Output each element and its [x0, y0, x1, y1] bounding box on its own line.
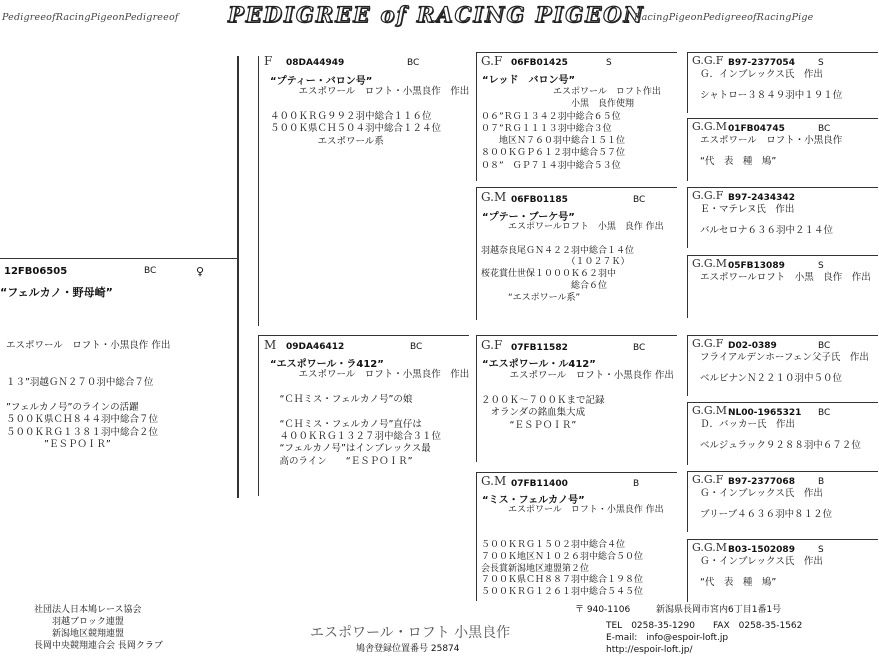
header-left-text: PedigreeofRacingPigeonPedigreeof [2, 12, 179, 23]
footer-reg: 鳩舎登録位置番号 25874 [356, 644, 460, 654]
ggp-line2: ブリーブ４６３６羽中８１２位 [700, 509, 833, 520]
subject-ring: 12FB06505 [4, 266, 68, 277]
sire-tag: F [264, 54, 273, 68]
gsire-s-ring: 06FB01425 [511, 58, 568, 68]
gsire-d-tag: G.F [481, 338, 503, 352]
page-title: PEDIGREE of RACING PIGEON [228, 2, 645, 27]
gdam-s-ring: 06FB01185 [511, 195, 568, 205]
footer-address: 新潟県長岡市宮内6丁目1番1号 [656, 605, 782, 615]
gsire-s-tag: G.F [481, 54, 503, 68]
ggp-color: BC [818, 408, 831, 418]
gdam-d-tag: G.M [481, 474, 507, 488]
dam-name: “エスポワール・ラ412” [270, 359, 384, 370]
gdam-s-color: BC [633, 195, 646, 205]
gsire-s-color: S [606, 58, 612, 68]
footer-postal: 〒 940-1106 [575, 605, 631, 615]
sire-color: BC [407, 58, 420, 68]
ggp-line2: “代 表 種 鳩” [700, 156, 777, 167]
ggp-color: S [818, 261, 824, 271]
subject-line [0, 258, 237, 259]
ggp-tag: G.G.M [692, 257, 728, 270]
ggp-ring: B03-1502089 [728, 545, 795, 555]
dam-tag: M [264, 338, 277, 352]
ggp-line1: Ｇ・インブレックス氏 作出 [700, 556, 823, 567]
ggp-tag: G.G.F [692, 473, 724, 486]
dam-color: BC [410, 342, 423, 352]
dam-ring: 09DA46412 [286, 342, 345, 352]
sire-name: “プティー・バロン号” [270, 76, 373, 87]
ggp-line2: ベルジュラック９２８８羽中６７２位 [700, 440, 861, 451]
subject-color: BC [144, 266, 157, 276]
ggp-tag: G.G.F [692, 189, 724, 202]
gsire-s-name: “レッド バロン号” [482, 75, 576, 86]
subject-bracket [237, 56, 239, 498]
subject-text: エスポワール ロフト・小黒良作 作出 １３”羽越ＧＮ２７０羽中総合７位 ”フェルカノ号”のラインの活躍 ５００Ｋ県ＣＨ８４４羽中総合７位 ５００ＫＲＧ１３８１羽中総合２位 ”ＥＳＰＯＩＲ” [6, 340, 171, 451]
gdam-s-tag: G.M [481, 190, 507, 204]
ggp-tag: G.G.F [692, 337, 724, 350]
subject-name: “フェルカノ・野母崎” [0, 286, 113, 299]
ggp-tag: G.G.M [692, 404, 728, 417]
gdam-d-name: “ミス・フェルカノ号” [482, 495, 585, 506]
ggp-tag: G.G.F [692, 54, 724, 67]
ggp-ring: B97-2377054 [728, 58, 795, 68]
ggp-line2: シャトロー３８４９羽中１９１位 [700, 90, 843, 101]
gdam-d-color: B [633, 479, 640, 489]
gsire-s-text: エスポワール ロフト作出 小黒 良作使翔 ０６”ＲＧ１３４２羽中総合６５位 ０７”ＲＧ１１１３羽中総合３位 地区Ｎ７６０羽中総合１５１位 ８００ＫＧＰ６１２羽中総合５７位 ０８” ＧＰ７１４羽中総合５３位 [481, 87, 661, 171]
footer-contact: TEL 0258-35-1290 FAX 0258-35-1562 E-mail: info@espoir-loft.jp http://espoir-loft.jp/ [606, 621, 803, 655]
gdam-s-text: エスポワールロフト 小黒 良作 作出 羽越奈良尾ＧＮ４２２羽中総合１４位 （１０２７Ｋ） 桜花賞仕世保１０００Ｋ６２羽中 総合６位 “エスポワール系” [481, 222, 664, 303]
gsire-d-text: エスポワール ロフト・小黒良作 作出 ２００Ｋ～７００Ｋまで記録 オランダの銘血集大成 “ＥＳＰＯＩＲ” [481, 370, 674, 431]
ggp-line1: フライアルデンホーフェン父子氏 作出 [700, 352, 869, 363]
gsire-d-ring: 07FB11582 [511, 343, 568, 353]
ggp-line2: バルセロナ６３６羽中２１４位 [700, 225, 834, 236]
ggp-line1: Ｄ．バッカー氏 作出 [700, 419, 796, 430]
ggp-tag: G.G.M [692, 120, 728, 133]
ggp-ring: B97-2434342 [728, 193, 795, 203]
gsire-d-color: BC [633, 343, 646, 353]
ggp-color: S [818, 545, 824, 555]
ggp-ring: 05FB13089 [728, 261, 785, 271]
ggp-color: BC [818, 124, 831, 134]
ggp-line2: “代 表 種 鳩” [700, 577, 777, 588]
sire-ring: 08DA44949 [286, 58, 345, 68]
footer-loft: エスポワール・ロフト 小黒良作 [310, 625, 511, 641]
ggp-color: B [818, 477, 825, 487]
ggp-ring: D02-0389 [728, 341, 777, 351]
ggp-line1: エスポワール ロフト・小黒良作 [700, 135, 843, 146]
ggp-line1: Ｅ・マテレヌ氏 作出 [700, 204, 795, 215]
ggp-line2: ベルビナンＮ２２１０羽中５０位 [700, 373, 843, 384]
gdam-d-ring: 07FB11400 [511, 479, 568, 489]
ggp-line1: Ｇ・インブレックス氏 作出 [700, 488, 823, 499]
sire-text: エスポワール ロフト・小黒良作 作出 ４００ＫＲＧ９９２羽中総合１１６位 ５００Ｋ県ＣＨ５０４羽中総合１２４位 エスポワール系 [270, 86, 470, 147]
ggp-ring: B97-2377068 [728, 477, 795, 487]
gdam-s-name: “プテー・ブーケ号” [482, 212, 575, 223]
ggp-line1: エスポワールロフト 小黒 良作 作出 [700, 272, 871, 283]
footer-orgs: 社団法人日本鳩レース協会 羽越ブロック連盟 新潟地区競翔連盟 長岡中央競翔連合会 長岡クラブ [34, 605, 163, 651]
gsire-d-name: “エスポワール・ル412” [482, 359, 596, 370]
subject-sex: ♀ [196, 265, 205, 278]
ggp-ring: NL00-1965321 [728, 408, 802, 418]
ggp-tag: G.G.M [692, 541, 728, 554]
ggp-color: BC [818, 341, 831, 351]
ggp-line1: Ｇ．インブレックス氏 作出 [700, 69, 823, 80]
header-right-text: RacingPigeonPedigreeofRacingPige [634, 12, 814, 23]
dam-text: エスポワール ロフト・小黒良作 作出 “ＣＨミス・フェルカノ号”の娘 “ＣＨミス・フェルカノ号”直仔は ４００ＫＲＧ１３２７羽中総合３１位 “フェルカノ号”はインブレックス最 高のライン “ＥＳＰＯＩＲ” [279, 369, 470, 467]
gdam-d-text: エスポワール ロフト・小黒良作 作出 ５００ＫＲＧ１５０２羽中総合４位 ７００Ｋ地区Ｎ１０２６羽中総合５０位 会長賞新潟地区連盟第２位 ７００Ｋ県ＣＨ８８７羽中総合１９８位 ５００ＫＲＧ１２６１羽中総合５４５位 [481, 505, 664, 597]
ggp-ring: 01FB04745 [728, 124, 785, 134]
ggp-color: S [818, 58, 824, 68]
